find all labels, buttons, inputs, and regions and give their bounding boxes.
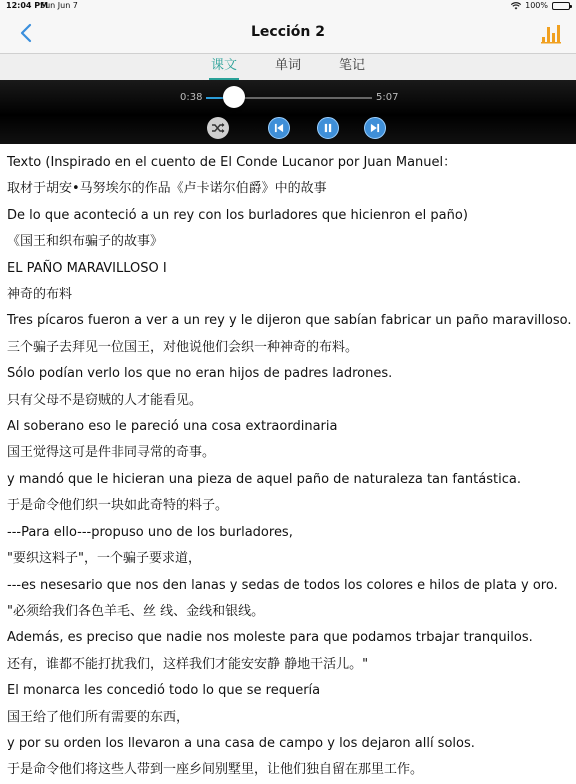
- tab-vocabulary[interactable]: 单词: [274, 58, 301, 73]
- text-line: Al soberano eso le pareció una cosa extraordinaria: [7, 419, 338, 435]
- text-line: 国王觉得这可是件非同寻常的奇事。: [7, 445, 216, 461]
- text-line: De lo que aconteció a un rey con los burladores que hicienron el paño): [7, 207, 468, 223]
- text-line: 神奇的布料: [7, 287, 73, 303]
- skip-previous-icon: [269, 118, 289, 138]
- status-time: 12:04 PM: [6, 1, 49, 10]
- battery-icon: [552, 2, 570, 10]
- lesson-text: [0, 150, 576, 778]
- shuffle-icon: [207, 117, 229, 139]
- text-line: Sólo podían verlo los que no eran hijos de padres ladrones.: [7, 366, 393, 382]
- nav-bar: [0, 12, 576, 54]
- text-line: 于是命令他们将这些人带到一座乡间别墅里，让他们独自留在那里工作。: [7, 762, 424, 778]
- text-line: EL PAÑO MARAVILLOSO I: [7, 260, 167, 276]
- current-time: 0:38: [180, 92, 203, 103]
- text-line: ---Para ello---propuso uno de los burladores,: [7, 524, 293, 540]
- text-line: 《国王和织布骗子的故事》: [7, 234, 164, 250]
- pause-icon: [318, 118, 338, 138]
- status-bar: [0, 0, 576, 12]
- status-date: Sun Jun 7: [40, 1, 78, 10]
- text-line: y por su orden los llevaron a una casa de campo y los dejaron allí solos.: [7, 735, 475, 751]
- next-button[interactable]: [364, 117, 386, 139]
- text-line: "要织这料子"，一个骗子要求道，: [7, 551, 201, 567]
- text-line: ---es nesesario que nos den lanas y sedas de todos los colores e hilos de plata y oro.: [7, 577, 558, 593]
- bar-level-icon[interactable]: [540, 22, 562, 44]
- text-line: 三个骗子去拜见一位国王，对他说他们会织一种神奇的布料。: [7, 339, 359, 355]
- shuffle-button[interactable]: [207, 117, 229, 139]
- tab-notes[interactable]: 笔记: [339, 58, 366, 73]
- text-line: 于是命令他们织一块如此奇特的料子。: [7, 498, 229, 514]
- text-line: "必须给我们各色羊毛、丝 线、金线和银线。: [7, 603, 265, 619]
- text-line: 取材于胡安•马努埃尔的作品《卢卡诺尔伯爵》中的故事: [7, 181, 327, 197]
- duration-time: 5:07: [376, 92, 399, 103]
- tab-text[interactable]: 课文: [209, 54, 239, 80]
- page-title: Lección 2: [250, 24, 325, 40]
- battery-percent: 100%: [525, 1, 548, 10]
- audio-player: [0, 80, 576, 144]
- wifi-icon: [511, 2, 521, 10]
- skip-next-icon: [365, 118, 385, 138]
- text-line: y mandó que le hicieran una pieza de aquel paño de naturaleza tan fantástica.: [7, 471, 521, 487]
- progress-knob[interactable]: [223, 86, 245, 108]
- previous-button[interactable]: [268, 117, 290, 139]
- text-line: Además, es preciso que nadie nos moleste para que podamos trbajar tranquilos.: [7, 630, 533, 646]
- tab-bar: [0, 54, 576, 80]
- text-line: 还有，谁都不能打扰我们，这样我们才能安安静 静地干活儿。": [7, 656, 369, 672]
- pause-button[interactable]: [317, 117, 339, 139]
- text-line: El monarca les concedió todo lo que se requería: [7, 683, 321, 699]
- text-line: Texto (Inspirado en el cuento de El Conde Lucanor por Juan Manuel：: [7, 155, 457, 170]
- text-line: 只有父母不是窃贼的人才能看见。: [7, 392, 203, 408]
- text-line: 国王给了他们所有需要的东西，: [7, 709, 190, 725]
- status-right: [511, 0, 570, 12]
- text-line: Tres pícaros fueron a ver a un rey y le dijeron que sabían fabricar un paño maravilloso.: [7, 313, 572, 329]
